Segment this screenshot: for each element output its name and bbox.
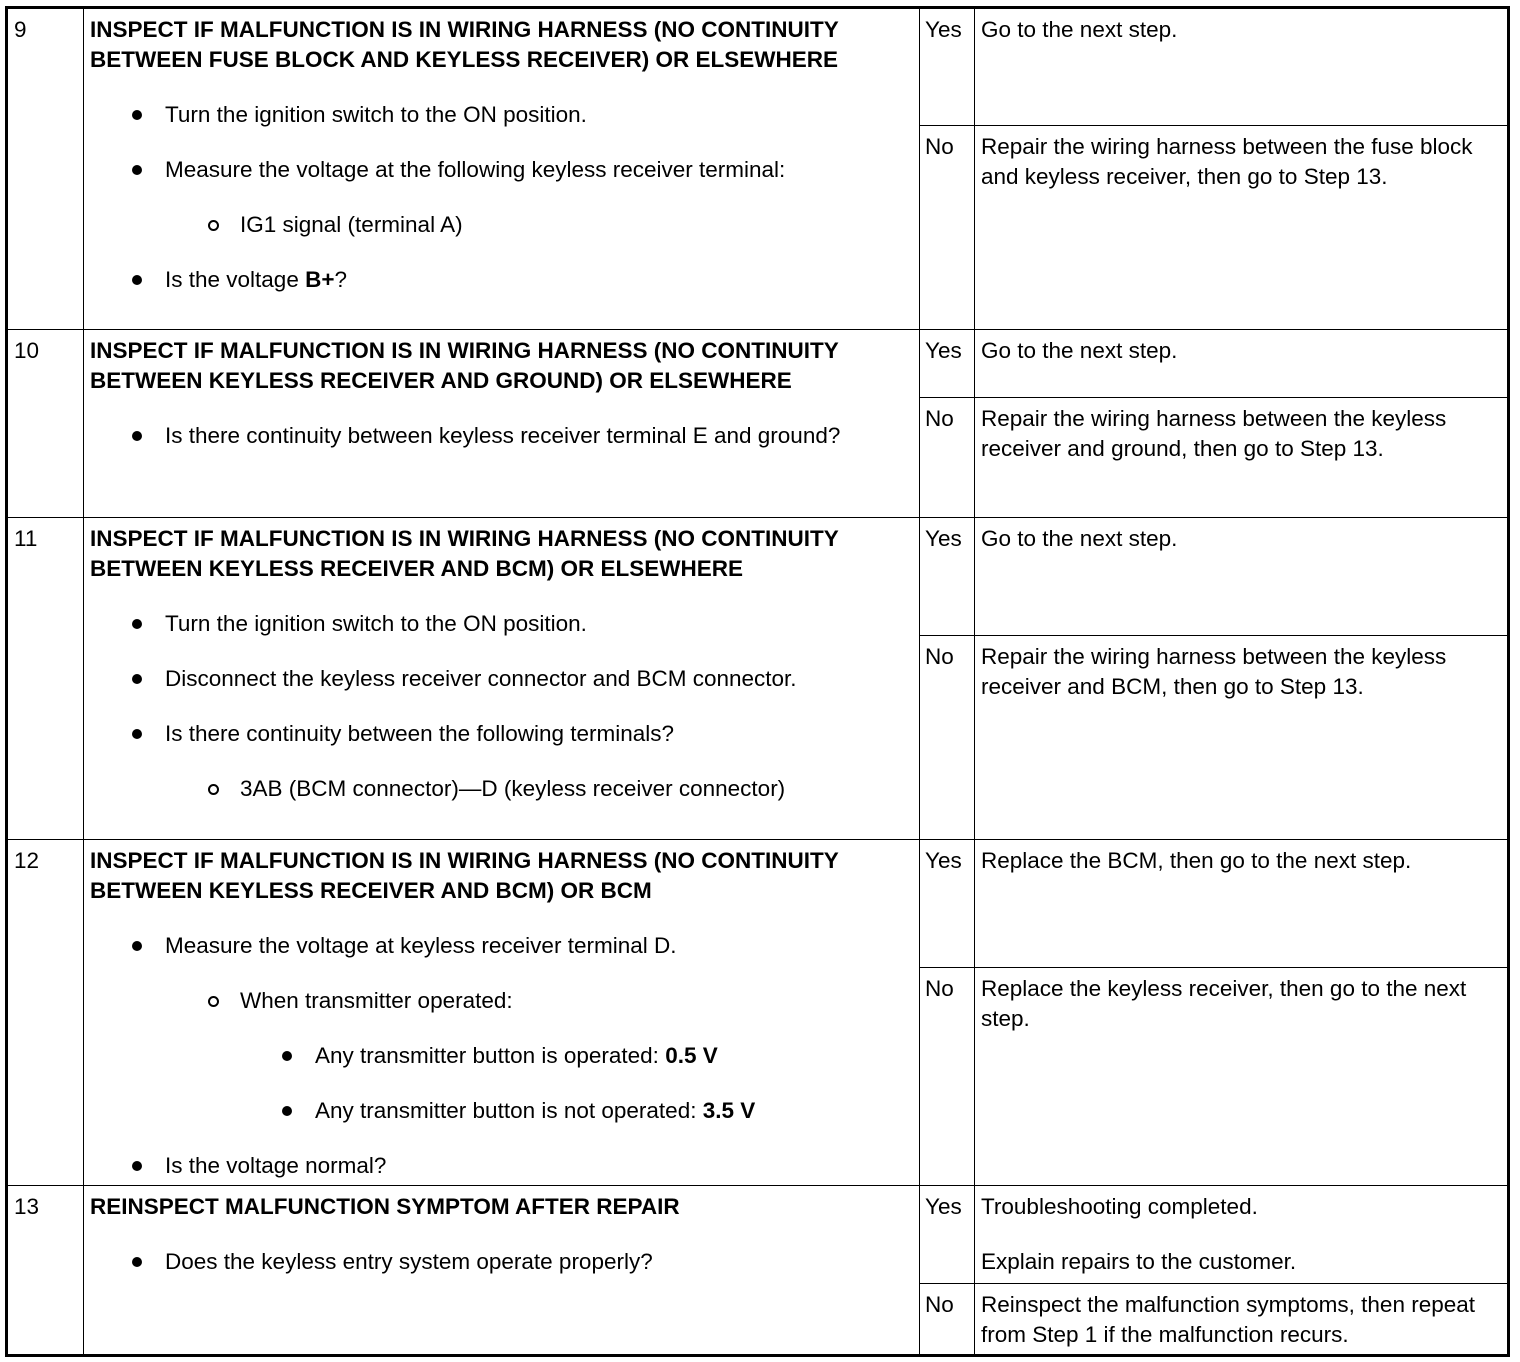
no-action: Repair the wiring harness between the fuse block and keyless receiver, then go to Step 13.	[975, 126, 1509, 330]
step-inspection	[84, 1186, 920, 1356]
step-row-13	[7, 1186, 1509, 1284]
bullet-item: Disconnect the keyless receiver connector and BCM connector.	[90, 664, 913, 694]
step-number: 11	[7, 518, 84, 840]
yes-label: Yes	[920, 330, 975, 398]
sub-bullet-item: IG1 signal (terminal A)	[90, 210, 913, 240]
bullet-item: Is the voltage normal?	[90, 1151, 913, 1181]
bullet-dot-icon	[282, 1106, 292, 1116]
step-number: 12	[7, 840, 84, 1186]
bullet-item: Measure the voltage at the following keyless receiver terminal:	[90, 155, 913, 185]
bullet-dot-icon	[132, 1257, 142, 1267]
no-action: Reinspect the malfunction symptoms, then repeat from Step 1 if the malfunction recurs.	[975, 1284, 1509, 1356]
step-row-11	[7, 518, 1509, 636]
no-label: No	[920, 636, 975, 840]
no-action: Repair the wiring harness between the keyless receiver and ground, then go to Step 13.	[975, 398, 1509, 518]
yes-action: Go to the next step.	[975, 8, 1509, 126]
bullet-dot-icon	[132, 431, 142, 441]
step-title: INSPECT IF MALFUNCTION IS IN WIRING HARNESS (NO CONTINUITY BETWEEN KEYLESS RECEIVER AND BCM) OR ELSEWHERE	[90, 526, 839, 581]
sub-sub-bullet-item: Any transmitter button is not operated: 3.5 V	[90, 1096, 913, 1126]
circle-bullet-icon	[208, 220, 219, 231]
step-inspection	[84, 8, 920, 330]
bullet-item: Measure the voltage at keyless receiver terminal D.	[90, 931, 913, 961]
bullet-dot-icon	[132, 941, 142, 951]
step-number: 10	[7, 330, 84, 518]
step-number: 9	[7, 8, 84, 330]
bullet-item: Is the voltage B+?	[90, 265, 913, 295]
yes-label: Yes	[920, 8, 975, 126]
yes-label: Yes	[920, 840, 975, 968]
no-label: No	[920, 1284, 975, 1356]
step-title: INSPECT IF MALFUNCTION IS IN WIRING HARNESS (NO CONTINUITY BETWEEN KEYLESS RECEIVER AND BCM) OR BCM	[90, 848, 839, 903]
sub-bullet-item: When transmitter operated:	[90, 986, 913, 1016]
yes-label: Yes	[920, 518, 975, 636]
yes-label: Yes	[920, 1186, 975, 1284]
sub-sub-bullet-item: Any transmitter button is operated: 0.5 V	[90, 1041, 913, 1071]
no-label: No	[920, 398, 975, 518]
bullet-item: Turn the ignition switch to the ON position.	[90, 609, 913, 639]
bullet-item: Is there continuity between the following terminals?	[90, 719, 913, 749]
sub-bullet-item: 3AB (BCM connector)—D (keyless receiver connector)	[90, 774, 913, 804]
bullet-item: Does the keyless entry system operate properly?	[90, 1247, 913, 1277]
step-inspection	[84, 840, 920, 1186]
no-action: Repair the wiring harness between the keyless receiver and BCM, then go to Step 13.	[975, 636, 1509, 840]
step-inspection	[84, 518, 920, 840]
step-title: INSPECT IF MALFUNCTION IS IN WIRING HARNESS (NO CONTINUITY BETWEEN FUSE BLOCK AND KEYLESS RECEIVER) OR ELSEWHERE	[90, 17, 839, 72]
step-number: 13	[7, 1186, 84, 1356]
step-row-12	[7, 840, 1509, 968]
step-title: REINSPECT MALFUNCTION SYMPTOM AFTER REPAIR	[90, 1194, 680, 1219]
no-label: No	[920, 968, 975, 1186]
bullet-dot-icon	[132, 165, 142, 175]
yes-action: Go to the next step.	[975, 518, 1509, 636]
step-row-9	[7, 8, 1509, 126]
bullet-item: Is there continuity between keyless receiver terminal E and ground?	[90, 421, 913, 451]
circle-bullet-icon	[208, 996, 219, 1007]
bullet-dot-icon	[132, 1161, 142, 1171]
yes-action: Go to the next step.	[975, 330, 1509, 398]
bullet-dot-icon	[132, 674, 142, 684]
yes-action: Replace the BCM, then go to the next step.	[975, 840, 1509, 968]
step-row-10	[7, 330, 1509, 398]
no-label: No	[920, 126, 975, 330]
bullet-dot-icon	[132, 729, 142, 739]
circle-bullet-icon	[208, 784, 219, 795]
bullet-dot-icon	[132, 619, 142, 629]
bullet-item: Turn the ignition switch to the ON position.	[90, 100, 913, 130]
bullet-dot-icon	[132, 110, 142, 120]
yes-action: Troubleshooting completed. Explain repairs to the customer.	[975, 1186, 1509, 1284]
step-inspection	[84, 330, 920, 518]
bullet-dot-icon	[282, 1051, 292, 1061]
bullet-dot-icon	[132, 275, 142, 285]
step-title: INSPECT IF MALFUNCTION IS IN WIRING HARNESS (NO CONTINUITY BETWEEN KEYLESS RECEIVER AND GROUND) OR ELSEWHERE	[90, 338, 839, 393]
no-action: Replace the keyless receiver, then go to the next step.	[975, 968, 1509, 1186]
troubleshooting-table	[5, 6, 1510, 1357]
